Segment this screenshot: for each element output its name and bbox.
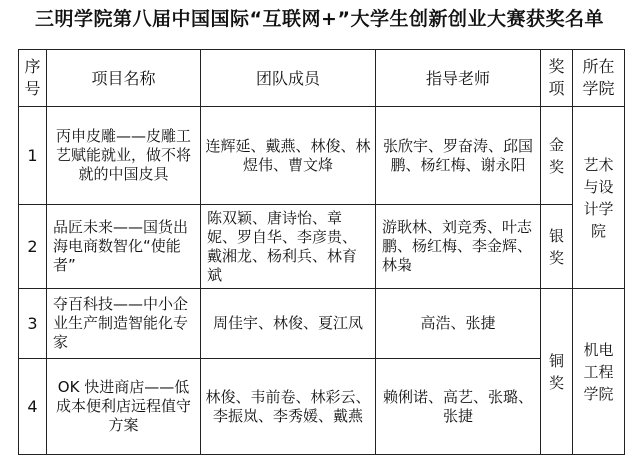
award-table [18,49,625,455]
project-name: 夺百科技——中小企业生产制造智能化专家 [47,289,201,359]
header-row [19,50,625,107]
header-advisor: 指导老师 [376,50,541,107]
table-row [19,107,625,205]
header-index: 序号 [19,50,47,107]
header-team: 团队成员 [201,50,376,107]
advisors: 游耿林、刘竞秀、叶志鹏、杨红梅、李金辉、林枭 [376,205,541,289]
project-name: 丙申皮雕——皮雕工艺赋能就业，做不将就的中国皮具 [47,107,201,205]
advisors: 张欣宇、罗奋涛、邱国鹏、杨红梅、谢永阳 [376,107,541,205]
college-cell: 艺术与设计学院 [573,107,625,289]
team-members: 林俊、韦前卷、林彩云、李振岚、李秀媛、戴燕 [201,359,376,455]
college-cell: 机电工程学院 [573,289,625,455]
row-index: 3 [19,289,47,359]
award-cell: 银奖 [541,205,573,289]
header-award: 奖项 [541,50,573,107]
team-members: 陈双颖、唐诗怡、章妮、罗自华、李彦贵、戴湘龙、杨利兵、林育斌 [201,205,376,289]
row-index: 4 [19,359,47,455]
table-row [19,359,625,455]
award-cell: 铜奖 [541,289,573,455]
project-name: OK 快进商店——低成本便利店远程值守方案 [47,359,201,455]
table-row [19,289,625,359]
page-title: 三明学院第八届中国国际“互联网+”大学生创新创业大赛获奖名单 [35,8,604,30]
row-index: 1 [19,107,47,205]
project-name: 品匠未来——国货出海电商数智化“使能者” [47,205,201,289]
team-members: 周佳宇、林俊、夏江凤 [201,289,376,359]
row-index: 2 [19,205,47,289]
advisors: 高浩、张捷 [376,289,541,359]
header-college: 所在学院 [573,50,625,107]
header-project: 项目名称 [47,50,201,107]
advisors: 赖俐诺、高艺、张璐、张捷 [376,359,541,455]
award-cell: 金奖 [541,107,573,205]
team-members: 连辉延、戴燕、林俊、林煜伟、曹文烽 [201,107,376,205]
table-row [19,205,625,289]
